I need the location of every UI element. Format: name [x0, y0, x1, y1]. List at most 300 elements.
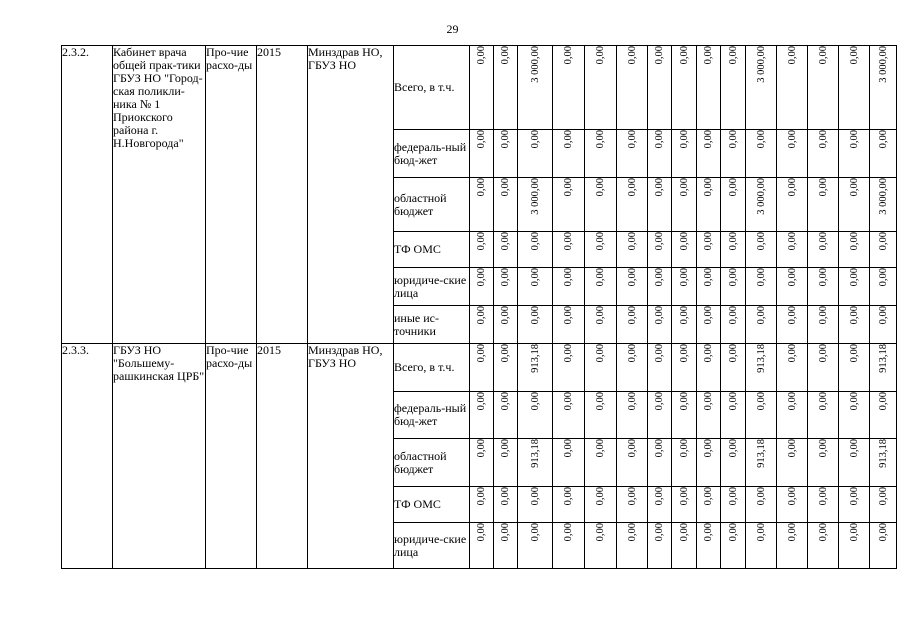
amount-value: 0,00: [500, 46, 511, 65]
amount-value: 0,00: [848, 130, 860, 149]
amount-value: 0,00: [626, 130, 638, 149]
amount-cell: [648, 232, 672, 268]
amount-cell: [672, 487, 697, 523]
amount-cell: [585, 46, 617, 130]
row-name: ГБУЗ НО "Большему-рашкинская ЦРБ": [113, 344, 206, 569]
amount-cell: [518, 392, 553, 439]
amount-value: 0,00: [817, 268, 829, 287]
amount-value: 0,00: [529, 487, 541, 506]
funding-source-label: областной бюджет: [394, 178, 470, 232]
amount-cell: [470, 392, 494, 439]
amount-value: 0,00: [877, 268, 889, 287]
amount-value: 0,00: [786, 392, 798, 411]
funding-source-label: Всего, в т.ч.: [394, 344, 470, 392]
amount-cell: [777, 487, 808, 523]
amount-value: 0,00: [678, 268, 690, 287]
amount-cell: [494, 46, 518, 130]
amount-cell: [839, 306, 870, 344]
amount-cell: [839, 523, 870, 569]
amount-cell: [470, 46, 494, 130]
amount-value: 0,00: [848, 268, 860, 287]
amount-cell: [839, 232, 870, 268]
table-row: [62, 344, 897, 392]
amount-cell: [518, 523, 553, 569]
amount-cell: [648, 306, 672, 344]
amount-cell: [697, 232, 721, 268]
amount-cell: [839, 439, 870, 487]
amount-value: 0,00: [727, 46, 739, 65]
amount-cell: [553, 344, 585, 392]
amount-value: 0,00: [848, 306, 860, 325]
amount-cell: [518, 130, 553, 178]
amount-value: 0,00: [678, 392, 690, 411]
funding-source-label: Всего, в т.ч.: [394, 46, 470, 130]
amount-cell: [672, 439, 697, 487]
amount-value: 0,00: [817, 306, 829, 325]
amount-value: 0,00: [563, 306, 574, 325]
amount-cell: [617, 46, 648, 130]
amount-value: 0,00: [595, 46, 606, 65]
amount-value: 0,00: [786, 523, 798, 542]
amount-value: 913,18: [755, 439, 767, 468]
amount-cell: [553, 523, 585, 569]
amount-cell: [697, 392, 721, 439]
amount-value: 913,18: [529, 344, 541, 373]
amount-cell: [494, 523, 518, 569]
amount-value: 0,00: [703, 392, 714, 411]
amount-cell: [585, 130, 617, 178]
amount-value: 0,00: [755, 268, 767, 287]
amount-cell: [648, 130, 672, 178]
amount-cell: [746, 130, 777, 178]
amount-cell: [870, 344, 897, 392]
amount-value: 0,00: [786, 232, 798, 251]
amount-cell: [808, 344, 839, 392]
amount-cell: [777, 344, 808, 392]
amount-cell: [870, 130, 897, 178]
amount-cell: [617, 523, 648, 569]
amount-value: 0,00: [703, 523, 714, 542]
amount-cell: [518, 306, 553, 344]
amount-cell: [721, 439, 746, 487]
amount-value: 0,00: [563, 392, 574, 411]
amount-cell: [518, 439, 553, 487]
row-year: 2015: [257, 46, 308, 344]
amount-cell: [697, 178, 721, 232]
amount-value: 0,00: [626, 344, 638, 363]
amount-value: 0,00: [727, 344, 739, 363]
table-body: [62, 46, 897, 569]
amount-value: 0,00: [817, 46, 829, 65]
amount-value: 0,00: [703, 306, 714, 325]
amount-value: 0,00: [817, 344, 829, 363]
amount-cell: [777, 306, 808, 344]
amount-cell: [494, 130, 518, 178]
amount-cell: [518, 178, 553, 232]
amount-value: 0,00: [678, 130, 690, 149]
amount-cell: [553, 487, 585, 523]
amount-cell: [585, 439, 617, 487]
amount-cell: [839, 487, 870, 523]
amount-value: 0,00: [703, 130, 714, 149]
amount-cell: [648, 268, 672, 306]
amount-value: 0,00: [476, 178, 487, 197]
amount-value: 0,00: [476, 268, 487, 287]
amount-value: 0,00: [848, 178, 860, 197]
amount-cell: [672, 306, 697, 344]
amount-value: 913,18: [529, 439, 541, 468]
amount-value: 0,00: [476, 344, 487, 363]
amount-value: 0,00: [563, 523, 574, 542]
amount-cell: [746, 178, 777, 232]
amount-value: 0,00: [786, 268, 798, 287]
amount-cell: [870, 46, 897, 130]
amount-value: 0,00: [500, 392, 511, 411]
amount-cell: [839, 392, 870, 439]
amount-cell: [672, 392, 697, 439]
row-name: Кабинет врача общей прак-тики ГБУЗ НО "Город-ская поликли-ника № 1 Приокского района г. Н.Новгорода": [113, 46, 206, 344]
amount-cell: [494, 487, 518, 523]
amount-value: 0,00: [877, 392, 889, 411]
amount-value: 0,00: [563, 46, 574, 65]
amount-value: 0,00: [703, 232, 714, 251]
page-number: 29: [446, 22, 459, 36]
amount-value: 0,00: [626, 306, 638, 325]
amount-cell: [721, 268, 746, 306]
amount-value: 0,00: [595, 268, 606, 287]
amount-cell: [553, 178, 585, 232]
amount-cell: [870, 268, 897, 306]
amount-value: 0,00: [678, 232, 690, 251]
amount-value: 0,00: [563, 130, 574, 149]
amount-value: 0,00: [595, 232, 606, 251]
amount-value: 0,00: [727, 487, 739, 506]
amount-value: 0,00: [500, 439, 511, 458]
amount-cell: [777, 523, 808, 569]
amount-value: 3 000,00: [877, 178, 889, 215]
amount-value: 0,00: [678, 178, 690, 197]
amount-cell: [585, 178, 617, 232]
amount-value: 0,00: [563, 268, 574, 287]
amount-value: 0,00: [626, 232, 638, 251]
funding-source-label: федераль-ный бюд-жет: [394, 130, 470, 178]
amount-cell: [585, 306, 617, 344]
amount-value: 0,00: [626, 392, 638, 411]
amount-value: 0,00: [727, 178, 739, 197]
amount-cell: [617, 268, 648, 306]
amount-cell: [870, 487, 897, 523]
amount-cell: [617, 392, 648, 439]
amount-value: 0,00: [877, 232, 889, 251]
amount-cell: [494, 344, 518, 392]
table-row: [62, 46, 897, 130]
amount-value: 3 000,00: [755, 46, 767, 83]
amount-value: 0,00: [678, 46, 690, 65]
amount-cell: [585, 232, 617, 268]
amount-value: 0,00: [654, 439, 665, 458]
amount-value: 0,00: [848, 523, 860, 542]
amount-cell: [746, 523, 777, 569]
amount-cell: [746, 268, 777, 306]
amount-value: 0,00: [786, 439, 798, 458]
amount-cell: [777, 130, 808, 178]
amount-value: 0,00: [848, 487, 860, 506]
amount-value: 0,00: [817, 487, 829, 506]
amount-value: 0,00: [755, 392, 767, 411]
amount-value: 0,00: [848, 232, 860, 251]
amount-cell: [808, 232, 839, 268]
amount-cell: [697, 46, 721, 130]
amount-cell: [672, 130, 697, 178]
amount-value: 0,00: [727, 130, 739, 149]
amount-cell: [648, 392, 672, 439]
amount-value: 0,00: [678, 487, 690, 506]
amount-value: 0,00: [703, 439, 714, 458]
amount-cell: [470, 306, 494, 344]
amount-cell: [518, 344, 553, 392]
amount-value: 0,00: [786, 306, 798, 325]
amount-value: 0,00: [654, 306, 665, 325]
amount-cell: [808, 487, 839, 523]
row-code: 2.3.2.: [62, 46, 113, 344]
amount-value: 0,00: [595, 523, 606, 542]
funding-source-label: юридиче-ские лица: [394, 523, 470, 569]
amount-value: 0,00: [500, 487, 511, 506]
amount-cell: [672, 268, 697, 306]
amount-cell: [721, 344, 746, 392]
amount-value: 0,00: [848, 344, 860, 363]
row-code: 2.3.3.: [62, 344, 113, 569]
amount-cell: [746, 392, 777, 439]
budget-table: [61, 45, 897, 569]
amount-cell: [553, 392, 585, 439]
amount-value: 0,00: [595, 487, 606, 506]
amount-cell: [721, 392, 746, 439]
amount-cell: [870, 306, 897, 344]
amount-cell: [746, 439, 777, 487]
amount-cell: [777, 178, 808, 232]
amount-cell: [518, 268, 553, 306]
amount-value: 3 000,00: [877, 46, 889, 83]
row-category: Про-чие расхо-ды: [206, 46, 257, 344]
amount-value: 0,00: [848, 392, 860, 411]
amount-cell: [777, 392, 808, 439]
amount-cell: [777, 439, 808, 487]
amount-cell: [585, 392, 617, 439]
amount-cell: [470, 523, 494, 569]
amount-value: 0,00: [595, 392, 606, 411]
amount-value: 0,00: [476, 487, 487, 506]
amount-cell: [697, 523, 721, 569]
amount-cell: [721, 130, 746, 178]
amount-value: 0,00: [654, 232, 665, 251]
amount-cell: [808, 523, 839, 569]
amount-cell: [553, 130, 585, 178]
amount-value: 0,00: [500, 523, 511, 542]
amount-value: 0,00: [529, 232, 541, 251]
amount-value: 0,00: [654, 523, 665, 542]
amount-cell: [870, 178, 897, 232]
amount-value: 0,00: [755, 487, 767, 506]
amount-cell: [746, 232, 777, 268]
amount-value: 0,00: [817, 232, 829, 251]
amount-cell: [746, 487, 777, 523]
amount-value: 0,00: [727, 306, 739, 325]
amount-value: 0,00: [654, 487, 665, 506]
amount-cell: [553, 306, 585, 344]
amount-cell: [839, 46, 870, 130]
amount-value: 3 000,00: [529, 46, 541, 83]
amount-value: 0,00: [786, 344, 798, 363]
amount-cell: [553, 232, 585, 268]
amount-value: 0,00: [703, 344, 714, 363]
amount-value: 0,00: [595, 344, 606, 363]
amount-value: 0,00: [476, 130, 487, 149]
amount-value: 0,00: [654, 178, 665, 197]
amount-value: 0,00: [817, 439, 829, 458]
amount-cell: [808, 306, 839, 344]
amount-cell: [553, 268, 585, 306]
amount-cell: [697, 268, 721, 306]
amount-cell: [808, 130, 839, 178]
amount-cell: [870, 523, 897, 569]
amount-cell: [494, 232, 518, 268]
amount-value: 0,00: [678, 523, 690, 542]
amount-value: 0,00: [529, 130, 541, 149]
amount-value: 0,00: [755, 306, 767, 325]
amount-cell: [672, 232, 697, 268]
amount-value: 0,00: [563, 232, 574, 251]
amount-value: 0,00: [626, 46, 638, 65]
amount-cell: [839, 130, 870, 178]
amount-value: 0,00: [529, 392, 541, 411]
amount-value: 0,00: [817, 392, 829, 411]
amount-cell: [697, 344, 721, 392]
row-category: Про-чие расхо-ды: [206, 344, 257, 569]
amount-value: 0,00: [529, 268, 541, 287]
amount-value: 0,00: [476, 232, 487, 251]
amount-cell: [808, 392, 839, 439]
amount-value: 0,00: [877, 523, 889, 542]
amount-cell: [648, 523, 672, 569]
amount-value: 0,00: [476, 392, 487, 411]
amount-cell: [746, 306, 777, 344]
amount-cell: [697, 306, 721, 344]
amount-cell: [470, 344, 494, 392]
amount-cell: [617, 344, 648, 392]
amount-cell: [518, 232, 553, 268]
amount-value: 0,00: [500, 130, 511, 149]
amount-cell: [672, 344, 697, 392]
amount-cell: [808, 439, 839, 487]
amount-cell: [648, 487, 672, 523]
amount-cell: [470, 130, 494, 178]
amount-cell: [746, 46, 777, 130]
amount-cell: [518, 46, 553, 130]
amount-value: 0,00: [755, 523, 767, 542]
amount-cell: [470, 268, 494, 306]
amount-value: 3 000,00: [529, 178, 541, 215]
amount-cell: [721, 232, 746, 268]
amount-cell: [721, 306, 746, 344]
amount-value: 0,00: [817, 178, 829, 197]
amount-value: 0,00: [563, 344, 574, 363]
amount-cell: [721, 523, 746, 569]
amount-cell: [808, 268, 839, 306]
amount-cell: [470, 178, 494, 232]
amount-cell: [839, 178, 870, 232]
funding-source-label: федераль-ный бюд-жет: [394, 392, 470, 439]
amount-cell: [672, 523, 697, 569]
amount-cell: [585, 344, 617, 392]
amount-cell: [617, 130, 648, 178]
amount-value: 0,00: [848, 439, 860, 458]
amount-value: 0,00: [500, 344, 511, 363]
funding-source-label: юридиче-ские лица: [394, 268, 470, 306]
row-executor: Минздрав НО, ГБУЗ НО: [308, 46, 394, 344]
amount-cell: [553, 439, 585, 487]
amount-cell: [672, 46, 697, 130]
amount-value: 0,00: [500, 178, 511, 197]
amount-value: 0,00: [654, 392, 665, 411]
amount-cell: [617, 232, 648, 268]
amount-value: 0,00: [703, 178, 714, 197]
amount-cell: [870, 439, 897, 487]
amount-value: 0,00: [595, 130, 606, 149]
amount-cell: [617, 306, 648, 344]
funding-source-label: областной бюджет: [394, 439, 470, 487]
amount-cell: [494, 439, 518, 487]
amount-cell: [494, 392, 518, 439]
amount-cell: [617, 178, 648, 232]
amount-value: 0,00: [626, 523, 638, 542]
amount-value: 0,00: [727, 523, 739, 542]
amount-value: 0,00: [678, 306, 690, 325]
amount-cell: [585, 523, 617, 569]
amount-cell: [553, 46, 585, 130]
amount-cell: [697, 130, 721, 178]
amount-value: 0,00: [786, 130, 798, 149]
amount-cell: [721, 487, 746, 523]
amount-cell: [585, 487, 617, 523]
row-executor: Минздрав НО, ГБУЗ НО: [308, 344, 394, 569]
amount-value: 0,00: [595, 439, 606, 458]
amount-value: 0,00: [817, 523, 829, 542]
amount-cell: [697, 487, 721, 523]
amount-value: 0,00: [654, 46, 665, 65]
amount-value: 0,00: [500, 306, 511, 325]
amount-cell: [870, 232, 897, 268]
amount-cell: [518, 487, 553, 523]
amount-value: 0,00: [654, 130, 665, 149]
amount-value: 0,00: [817, 130, 829, 149]
amount-value: 0,00: [626, 487, 638, 506]
amount-value: 0,00: [755, 232, 767, 251]
amount-value: 0,00: [703, 268, 714, 287]
row-year: 2015: [257, 344, 308, 569]
amount-value: 0,00: [529, 523, 541, 542]
amount-value: 0,00: [563, 178, 574, 197]
amount-cell: [617, 439, 648, 487]
amount-value: 0,00: [626, 268, 638, 287]
amount-cell: [648, 344, 672, 392]
amount-value: 0,00: [626, 439, 638, 458]
amount-cell: [648, 46, 672, 130]
amount-value: 0,00: [727, 232, 739, 251]
amount-value: 913,18: [877, 344, 889, 373]
amount-cell: [839, 344, 870, 392]
amount-value: 0,00: [476, 439, 487, 458]
